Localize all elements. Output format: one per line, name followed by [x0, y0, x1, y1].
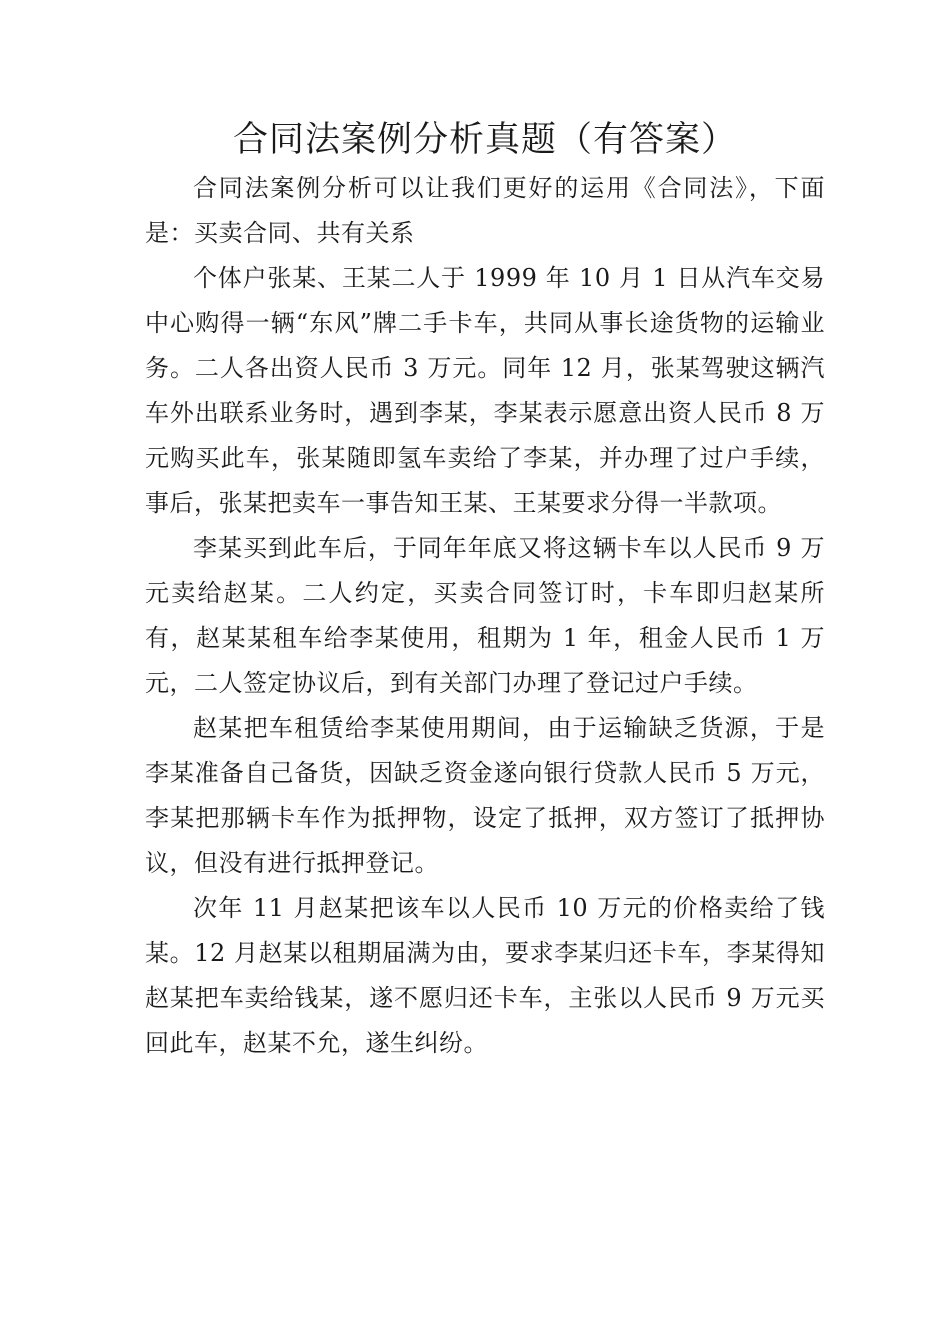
- paragraph-mortgage: 赵某把车租赁给李某使用期间，由于运输缺乏货源，于是李某准备自己备货，因缺乏资金遂向银行贷款人民币 5 万元，李某把那辆卡车作为抵押物，设定了抵押，双方签订了抵押协议，但没有进行抵押登记。: [145, 714, 825, 877]
- paragraph-intro: 合同法案例分析可以让我们更好的运用《合同法》，下面是：买卖合同、共有关系: [145, 174, 825, 247]
- paragraph-purchase: 个体户张某、王某二人于 1999 年 10 月 1 日从汽车交易中心购得一辆“东风”牌二手卡车，共同从事长途货物的运输业务。二人各出资人民币 3 万元。同年 12 月，张某驾驶这辆汽车外出联系业务时，遇到李某，李某表示愿意出资人民币 8 万元购买此车，张某随即氢车卖给了李某，并办理了过户手续，事后，张某把卖车一事告知王某、王某要求分得一半款项。: [145, 264, 825, 517]
- paragraph-resale: 李某买到此车后，于同年年底又将这辆卡车以人民币 9 万元卖给赵某。二人约定，买卖合同签订时，卡车即归赵某所有，赵某某租车给李某使用，租期为 1 年，租金人民币 1 万元，二人签定协议后，到有关部门办理了登记过户手续。: [145, 534, 825, 697]
- document-body: [145, 166, 825, 1066]
- paragraph-dispute: 次年 11 月赵某把该车以人民币 10 万元的价格卖给了钱某。12 月赵某以租期届满为由，要求李某归还卡车，李某得知赵某把车卖给钱某，遂不愿归还卡车，主张以人民币 9 万元买回此车，赵某不允，遂生纠纷。: [145, 894, 825, 1057]
- document-title: 合同法案例分析真题（有答案）: [232, 120, 737, 160]
